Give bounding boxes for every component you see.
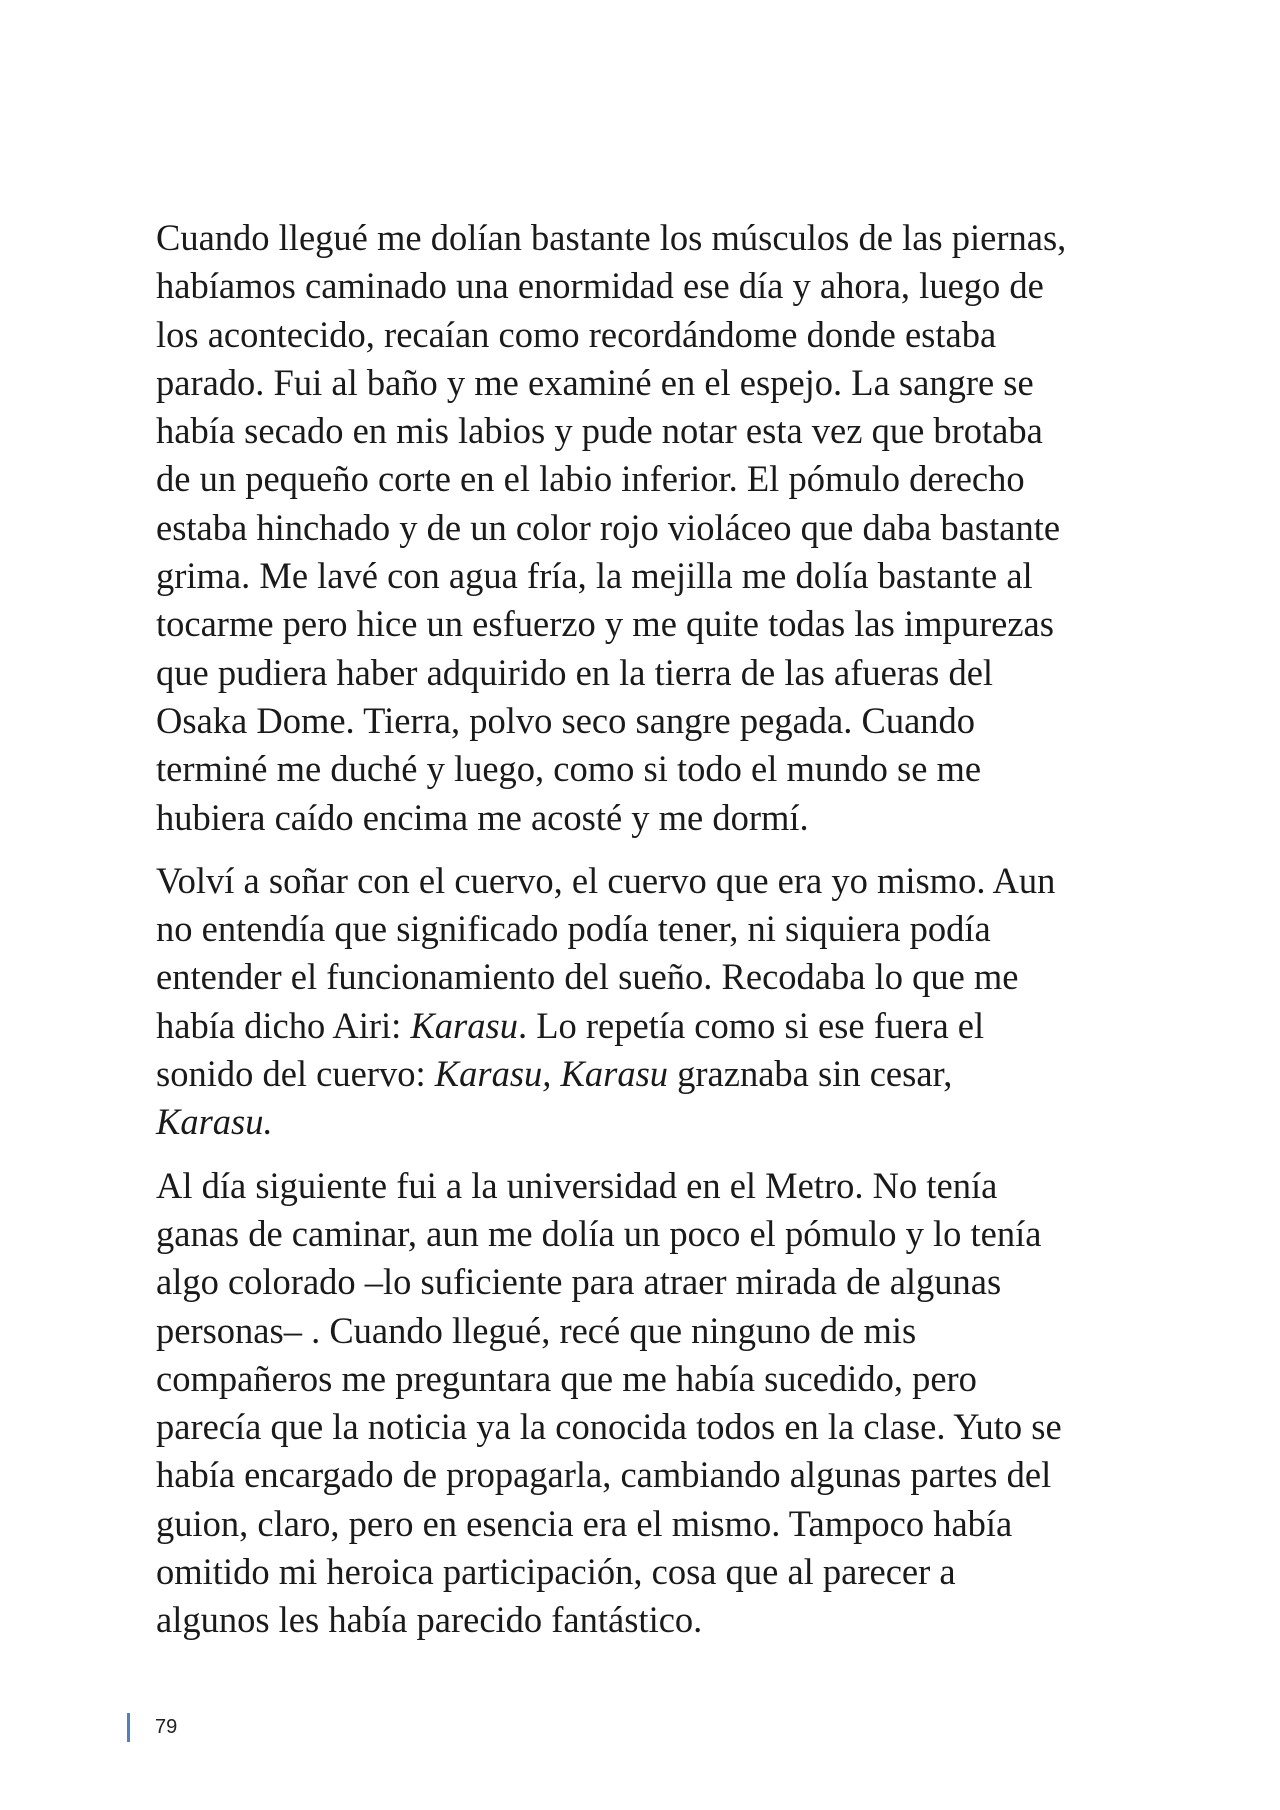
text-line: Al día siguiente fui a la universidad en el Metro. No tenía [156, 1164, 998, 1206]
paragraph-1 [156, 214, 1146, 842]
text-line: terminé me duché y luego, como si todo el mundo se me [156, 748, 982, 790]
text-line: parado. Fui al baño y me examiné en el espejo. La sangre se [156, 361, 1034, 403]
text-line: habíamos caminado una enormidad ese día y ahora, luego de [156, 265, 1044, 307]
text-line: Osaka Dome. Tierra, polvo seco sangre pegada. Cuando [156, 699, 976, 741]
text-line: omitido mi heroica participación, cosa que al parecer a [156, 1551, 956, 1593]
body-text [156, 214, 1146, 1660]
italic-word: Karasu [410, 1004, 518, 1046]
text-segment: sonido del cuervo: [156, 1053, 435, 1095]
text-line: algo colorado –lo suficiente para atraer mirada de algunas [156, 1261, 1002, 1303]
text-line: Karasu. [156, 1101, 273, 1143]
text-line: entender el funcionamiento del sueño. Recodaba lo que me [156, 956, 1019, 998]
text-line: personas– . Cuando llegué, recé que ninguno de mis [156, 1309, 917, 1351]
text-line: parecía que la noticia ya la conocida todos en la clase. Yuto se [156, 1406, 1062, 1448]
text-line: que pudiera haber adquirido en la tierra de las afueras del [156, 651, 994, 693]
text-segment: había dicho Airi: [156, 1004, 411, 1046]
text-line: tocarme pero hice un esfuerzo y me quite todas las impurezas [156, 603, 1054, 645]
text-line: los acontecido, recaían como recordándome donde estaba [156, 313, 997, 355]
text-line: Cuando llegué me dolían bastante los músculos de las piernas, [156, 217, 1067, 258]
paragraph-2 [156, 857, 1146, 1147]
page-number-accent-bar [127, 1713, 130, 1742]
text-line: algunos les había parecido fantástico. [156, 1599, 703, 1641]
text-line: grima. Me lavé con agua fría, la mejilla me dolía bastante al [156, 555, 1033, 597]
text-line: guion, claro, pero en esencia era el mismo. Tampoco había [156, 1502, 1013, 1544]
italic-word: Karasu, Karasu [434, 1053, 669, 1095]
text-line: había secado en mis labios y pude notar esta vez que brotaba [156, 410, 1043, 452]
text-line: Volví a soñar con el cuervo, el cuervo que era yo mismo. Aun [156, 859, 1056, 901]
text-line [156, 1002, 1146, 1050]
text-line: no entendía que significado podía tener, ni siquiera podía [156, 908, 991, 950]
text-segment: . Lo repetía como si ese fuera el [517, 1004, 985, 1046]
text-line: había encargado de propagarla, cambiando algunas partes del [156, 1454, 1052, 1496]
paragraph-3 [156, 1162, 1146, 1645]
text-segment: graznaba sin cesar, [668, 1053, 953, 1095]
text-line: hubiera caído encima me acosté y me dormí. [156, 796, 809, 838]
text-line: estaba hinchado y de un color rojo violáceo que daba bastante [156, 506, 1061, 548]
text-line: de un pequeño corte en el labio inferior. El pómulo derecho [156, 458, 1025, 500]
text-line: ganas de caminar, aun me dolía un poco el pómulo y lo tenía [156, 1212, 1042, 1254]
text-line [156, 1050, 1146, 1098]
page-number: 79 [155, 1716, 178, 1738]
text-line: compañeros me preguntara que me había sucedido, pero [156, 1357, 977, 1399]
